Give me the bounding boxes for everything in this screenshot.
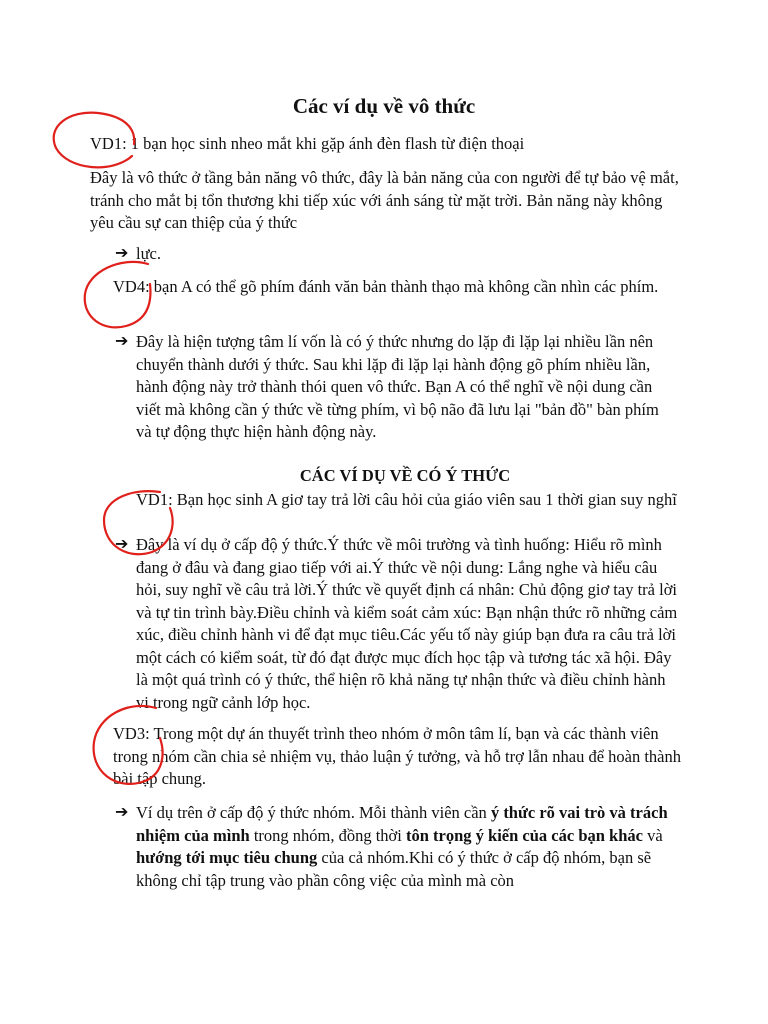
paragraph-fragment: lực.	[136, 244, 161, 263]
right-arrow-bullet-icon: ➔	[115, 245, 129, 262]
bold-run: hướng tới mục tiêu chung	[136, 848, 318, 867]
right-arrow-bullet-icon: ➔	[115, 804, 129, 821]
text-run: trong nhóm, đồng thời	[249, 825, 406, 845]
paragraph-vd1-conscious: VD1: Bạn học sinh A giơ tay trả lời câu hỏi của giáo viên sau 1 thời gian suy nghĩ	[136, 490, 677, 509]
paragraph-vd3: VD3: Trong một dự án thuyết trình theo nhóm ở môn tâm lí, bạn và các thành viên trong nhóm cần chia sẻ nhiệm vụ, thảo luận ý tưởng, và hỗ trợ lẫn nhau để hoàn thành bài tập chung.	[113, 724, 682, 788]
paragraph-vd4: VD4: bạn A có thể gõ phím đánh văn bản thành thạo mà không cần nhìn các phím.	[113, 277, 659, 296]
right-arrow-bullet-icon: ➔	[115, 536, 129, 553]
bold-run: tôn trọng ý kiến của các bạn khác	[406, 825, 643, 845]
bold-run: ý thức rõ vai trò và trách nhiệm của mình	[136, 803, 668, 845]
paragraph-instinct-explanation: Đây là vô thức ở tầng bản năng vô thức, đây là bản năng của con người để tự bảo vệ mắt, tránh cho mắt bị tổn thương khi tiếp xúc với ánh sáng từ mặt trời. Bản năng này không yêu cầu sự can thiệp của ý thức	[90, 168, 679, 232]
paragraph-vd1-conscious-explanation: Đây là ví dụ ở cấp độ ý thức.Ý thức về môi trường và tình huống: Hiểu rõ mình đang ở đâu và đang giao tiếp với ai.Ý thức về nội dung: Lắng nghe và hiểu câu hỏi, suy nghĩ về câu trả lời.Ý thức về quyết định cá nhân: Chủ động giơ tay trả lời và tự tin trình bày.Điều chỉnh và kiểm soát cảm xúc: Bạn nhận thức rõ những cảm xúc, điều chỉnh hành vi để đạt mục tiêu.Các yếu tố này giúp bạn đưa ra câu trả lời một cách có kiểm soát, từ đó đạt được mục đích học tập và tương tác xã hội. Đây là một quá trình có ý thức, thể hiện rõ khả năng tự nhận thức và điều chỉnh hành vi trong ngữ cảnh lớp học.	[136, 535, 678, 712]
paragraph-vd1-unconscious: VD1: 1 bạn học sinh nheo mắt khi gặp ánh đèn flash từ điện thoại	[90, 134, 525, 153]
section-heading-conscious: CÁC VÍ DỤ VỀ CÓ Ý THỨC	[299, 466, 511, 485]
page-title: Các ví dụ về vô thức	[292, 94, 476, 118]
text-run: của cả nhóm.Khi có ý thức ở cấp độ nhóm, bạn sẽ không chỉ tập trung vào phần công việc của mình mà còn	[136, 848, 652, 890]
paragraph-vd3-explanation	[136, 802, 676, 892]
text-run: và	[642, 825, 663, 845]
text-run: Ví dụ trên ở cấp độ ý thức nhóm. Mỗi thành viên cần	[136, 803, 491, 822]
right-arrow-bullet-icon: ➔	[115, 333, 129, 350]
paragraph-vd4-explanation: Đây là hiện tượng tâm lí vốn là có ý thức nhưng do lặp đi lặp lại nhiều lần nên chuyển thành dưới ý thức. Sau khi lặp đi lặp lại hành động gõ phím nhiều lần, hành động này trở thành thói quen vô thức. Bạn A có thể nghĩ về nội dung cần viết mà không cần ý thức về từng phím, vì bộ não đã lưu lại "bản đồ" bàn phím và tự động thực hiện hành động này.	[136, 332, 659, 441]
